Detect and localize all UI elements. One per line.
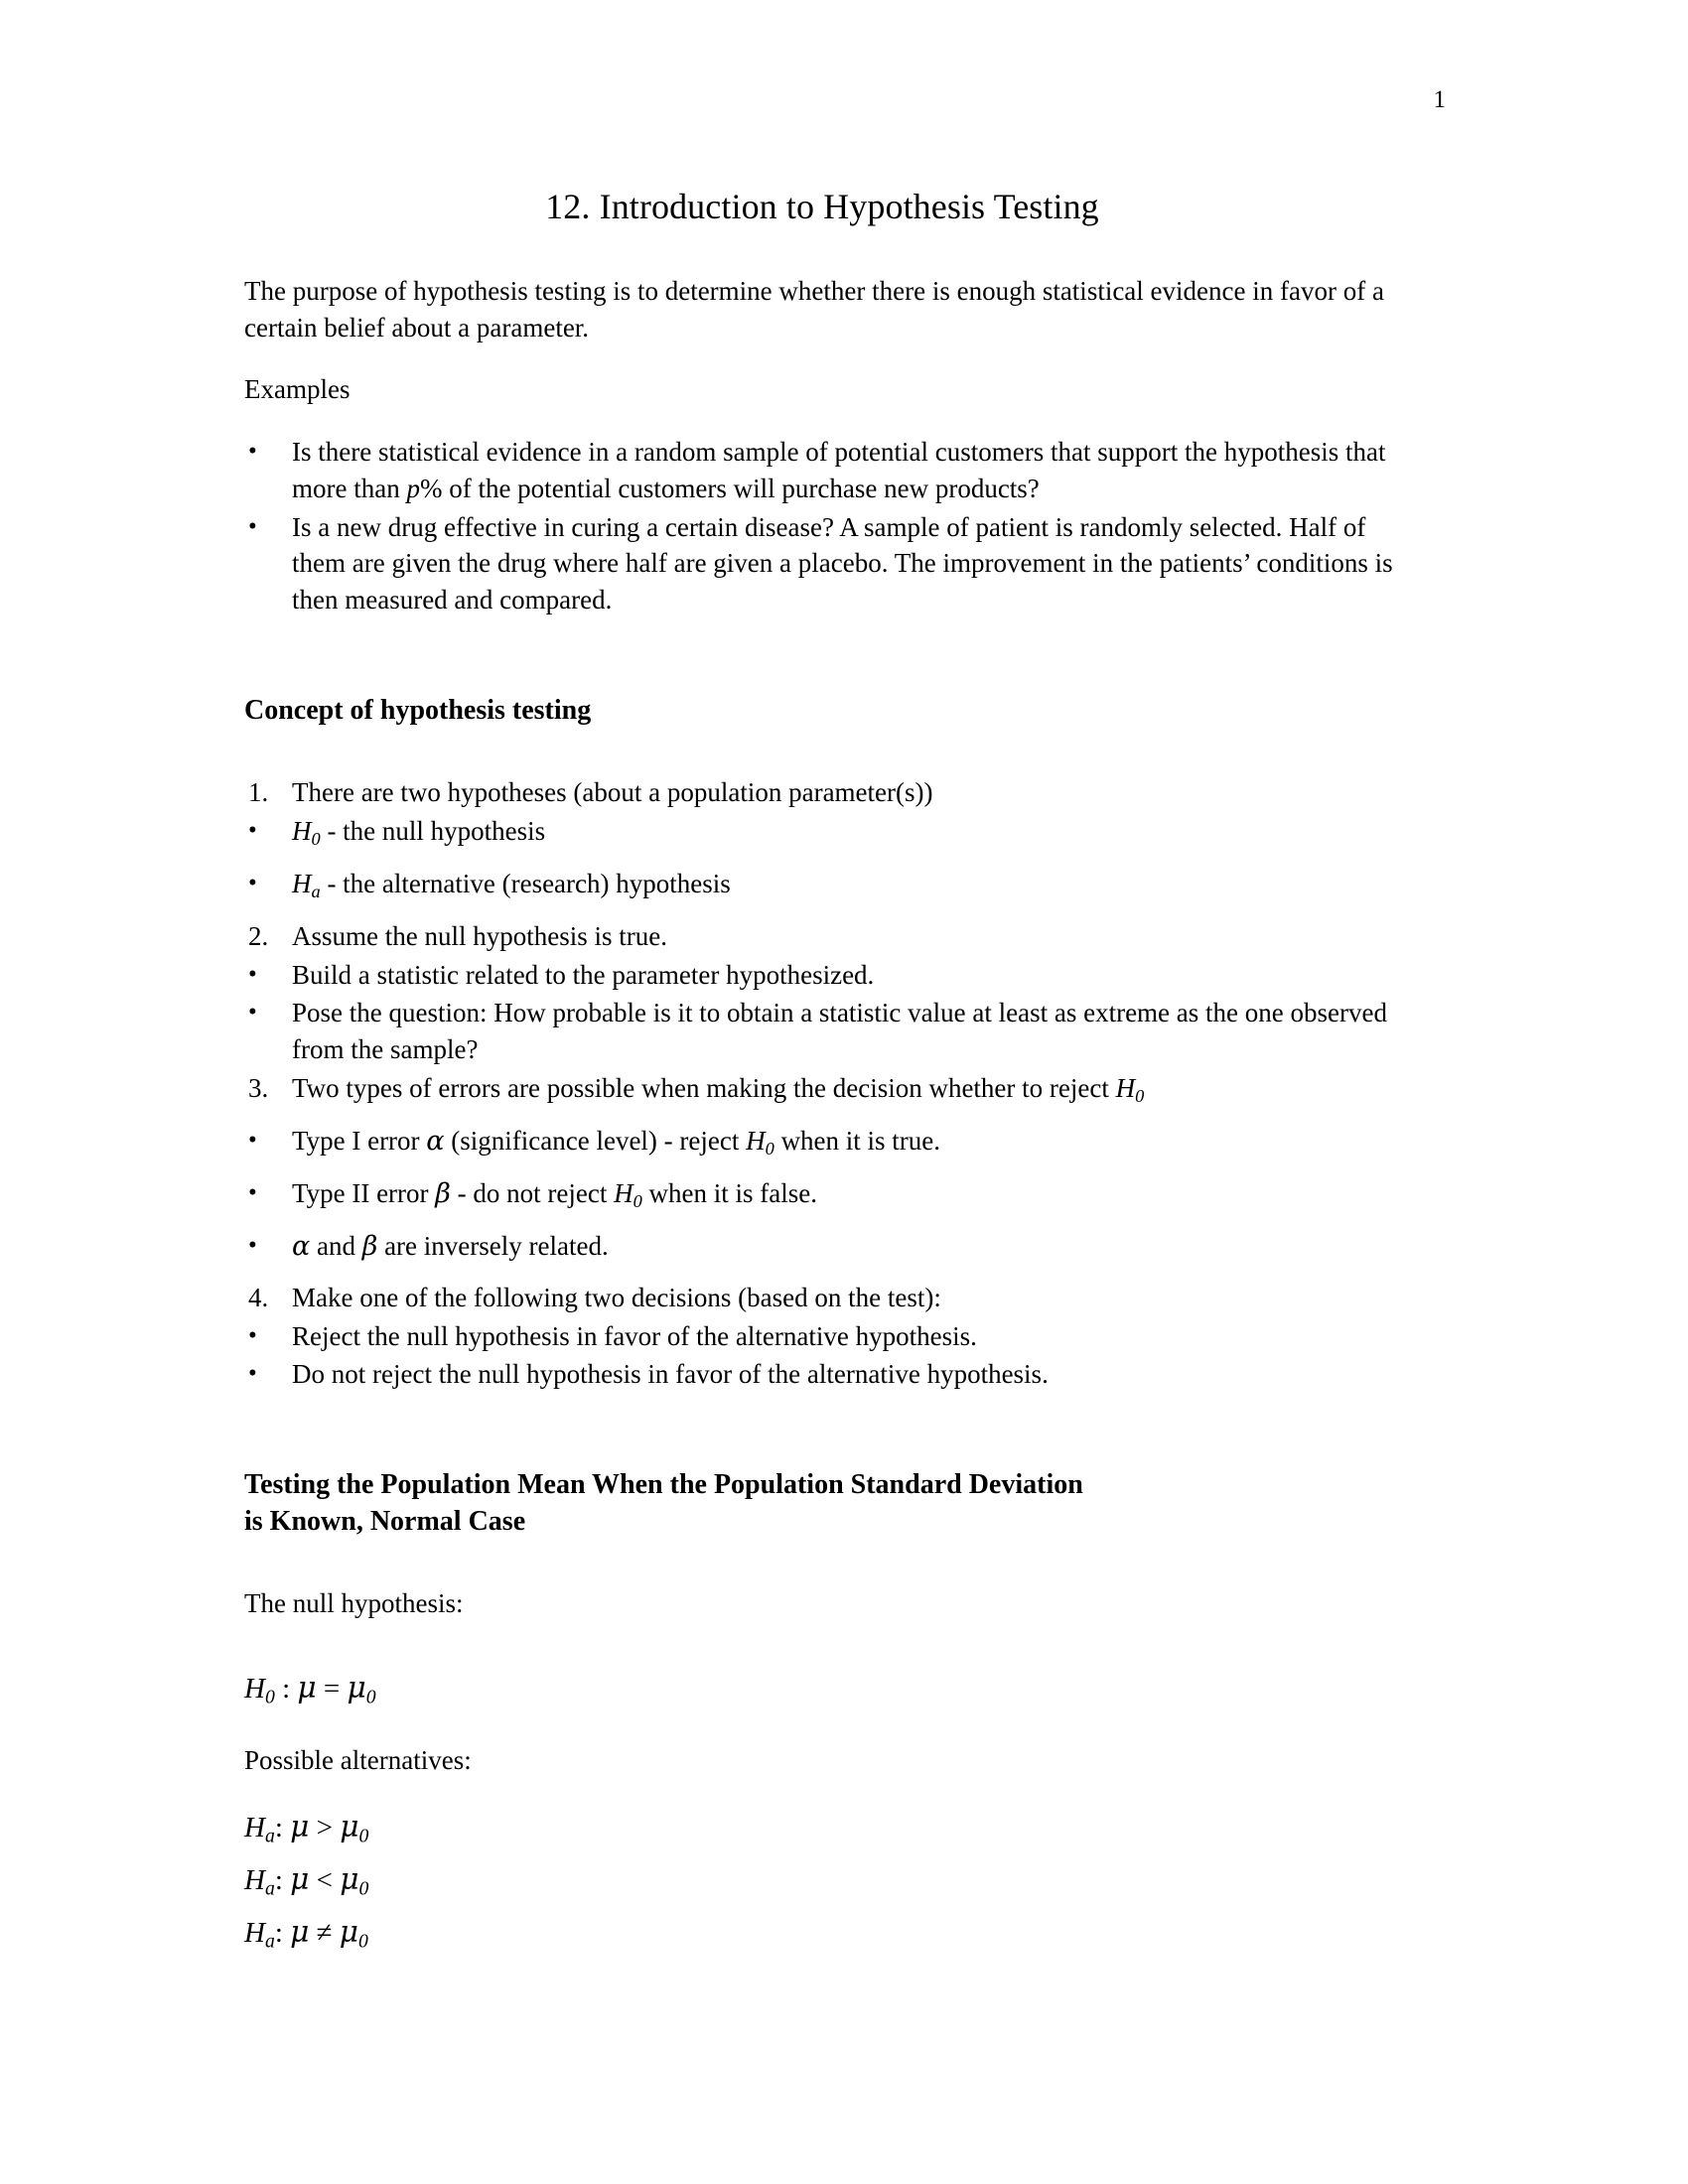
math-subscript: 0 — [1135, 1085, 1145, 1106]
math-colon: : — [274, 1917, 291, 1950]
greek-mu: μ — [297, 1671, 317, 1706]
math-operator: = — [316, 1673, 348, 1706]
list-item-label: There are two hypotheses (about a population parameter(s)) — [292, 776, 933, 807]
math-operator: > — [309, 1812, 341, 1843]
list-item-text-mid: (significance level) - reject — [444, 1125, 747, 1156]
spacer — [244, 1712, 1400, 1742]
greek-mu: μ — [340, 1862, 359, 1897]
concept-list — [244, 774, 1400, 1393]
math-colon: : — [274, 1812, 291, 1843]
bullet-icon: • — [248, 960, 257, 988]
document-content — [244, 185, 1400, 1963]
alternatives-list — [244, 1805, 1400, 1957]
list-item — [244, 1070, 1400, 1109]
math-variable-H: H — [614, 1178, 633, 1209]
list-item-label: Pose the question: How probable is it to obtain a statistic value at least as extreme as the one observed from the sample? — [292, 998, 1387, 1065]
list-item-text-mid: and — [310, 1231, 362, 1262]
section-heading-line-2: is Known, Normal Case — [244, 1506, 526, 1538]
math-subscript: 0 — [358, 1930, 368, 1953]
math-variable-H: H — [244, 1673, 265, 1706]
bullet-icon: • — [248, 999, 257, 1026]
math-subscript: 0 — [365, 1686, 376, 1708]
math-variable-H: H — [244, 1864, 265, 1897]
math-variable-H: H — [292, 868, 312, 898]
greek-beta: β — [361, 1231, 378, 1263]
math-subscript: 0 — [765, 1139, 774, 1160]
list-item-text-mid: - do not reject — [450, 1178, 615, 1209]
list-item — [244, 1228, 1400, 1266]
list-item — [244, 1318, 1400, 1355]
bullet-icon: • — [248, 512, 257, 540]
list-item-text-before: Two types of errors are possible when making the decision whether to reject — [292, 1072, 1116, 1103]
math-variable-H: H — [244, 1917, 265, 1950]
list-marker: 1. — [248, 776, 269, 807]
list-item-label: Assume the null hypothesis is true. — [292, 920, 667, 951]
greek-mu: μ — [290, 1810, 310, 1843]
list-item-text-after: when it is false. — [641, 1178, 817, 1209]
math-operator: ≠ — [309, 1917, 340, 1950]
null-hypothesis-label: The null hypothesis: — [244, 1588, 464, 1619]
bullet-icon: • — [248, 1360, 257, 1388]
math-subscript: a — [264, 1877, 275, 1900]
list-item — [244, 1356, 1400, 1393]
list-item-text-before: Type I error — [292, 1125, 427, 1156]
list-item-text-after: are inversely related. — [377, 1231, 609, 1262]
greek-mu: μ — [347, 1671, 366, 1706]
list-item-label: - the null hypothesis — [320, 815, 546, 846]
math-variable-H: H — [292, 815, 312, 846]
greek-mu: μ — [340, 1810, 359, 1843]
example-text-after: % of the potential customers will purchase new products? — [419, 473, 1040, 503]
math-subscript: a — [264, 1825, 275, 1847]
section-heading-testing — [244, 1466, 1400, 1540]
bullet-icon: • — [248, 438, 257, 466]
list-item-text-after: when it is true. — [774, 1125, 941, 1156]
bullet-icon: • — [248, 869, 257, 896]
greek-beta: β — [435, 1178, 451, 1210]
formula-null-hypothesis — [244, 1666, 1400, 1712]
math-subscript: 0 — [311, 828, 321, 849]
list-item — [244, 918, 1400, 955]
list-item — [244, 774, 1400, 811]
bullet-icon: • — [248, 816, 257, 844]
section-heading-concept: Concept of hypothesis testing — [244, 694, 592, 726]
math-operator: < — [309, 1864, 341, 1897]
alternatives-label: Possible alternatives: — [244, 1745, 472, 1776]
list-item-label: - the alternative (research) hypothesis — [320, 868, 731, 898]
example-text: Is a new drug effective in curing a certain disease? A sample of patient is randomly selected. Half of them are given the drug where half are given a placebo. The improvement in the patients’ conditions is then measured and compared. — [292, 511, 1393, 615]
list-item-label: Reject the null hypothesis in favor of the alternative hypothesis. — [292, 1320, 977, 1351]
math-subscript: a — [311, 881, 321, 901]
list-item — [244, 509, 1400, 618]
bullet-icon: • — [248, 1232, 257, 1260]
list-item — [244, 434, 1400, 506]
math-subscript: a — [264, 1930, 275, 1953]
bullet-icon: • — [248, 1126, 257, 1154]
math-colon: : — [274, 1864, 291, 1897]
math-subscript: 0 — [358, 1825, 369, 1847]
bullet-icon: • — [248, 1179, 257, 1207]
example-text-before: Is there statistical evidence in a random sample of potential customers that support the hypothesis that more than — [292, 437, 1386, 503]
examples-label: Examples — [244, 374, 351, 405]
spacer — [244, 729, 1400, 774]
math-variable-H: H — [244, 1812, 265, 1843]
page-title: 12. Introduction to Hypothesis Testing — [545, 187, 1099, 226]
math-subscript: 0 — [633, 1191, 642, 1212]
page-number: 1 — [1433, 86, 1446, 113]
greek-mu: μ — [290, 1862, 310, 1897]
list-item — [244, 957, 1400, 994]
list-marker: 4. — [248, 1282, 269, 1312]
greek-alpha: α — [426, 1125, 445, 1157]
formula-alternative-greater — [244, 1805, 1400, 1851]
greek-mu: μ — [339, 1915, 359, 1950]
math-colon: : — [274, 1673, 298, 1706]
greek-mu: μ — [290, 1915, 310, 1950]
formula-alternative-less — [244, 1857, 1400, 1904]
list-item — [244, 1123, 1400, 1161]
formula-alternative-notequal — [244, 1910, 1400, 1957]
list-item — [244, 1175, 1400, 1214]
math-variable-p: p — [406, 473, 420, 503]
math-subscript: 0 — [264, 1686, 275, 1708]
math-variable-H: H — [746, 1125, 766, 1156]
list-marker: 2. — [248, 920, 269, 951]
spacer — [244, 620, 1400, 692]
list-item-text-before: Type II error — [292, 1178, 436, 1209]
list-item-label: Do not reject the null hypothesis in favor of the alternative hypothesis. — [292, 1359, 1049, 1390]
list-marker: 3. — [248, 1072, 269, 1103]
bullet-icon: • — [248, 1321, 257, 1349]
examples-list — [244, 434, 1400, 618]
list-item-label: Build a statistic related to the parameter hypothesized. — [292, 959, 875, 990]
math-variable-H: H — [1115, 1072, 1136, 1103]
list-item — [244, 866, 1400, 904]
spacer — [244, 1648, 1400, 1666]
spacer — [244, 1540, 1400, 1585]
spacer — [244, 1395, 1400, 1466]
list-item — [244, 813, 1400, 852]
list-item — [244, 1280, 1400, 1316]
list-item-label: Make one of the following two decisions (based on the test): — [292, 1282, 941, 1312]
greek-alpha: α — [292, 1231, 311, 1263]
intro-paragraph: The purpose of hypothesis testing is to determine whether there is enough statistical evidence in favor of a certain belief about a parameter. — [244, 276, 1384, 342]
math-subscript: 0 — [358, 1877, 369, 1900]
section-heading-line-1: Testing the Population Mean When the Population Standard Deviation — [244, 1469, 1083, 1500]
list-item — [244, 995, 1400, 1067]
